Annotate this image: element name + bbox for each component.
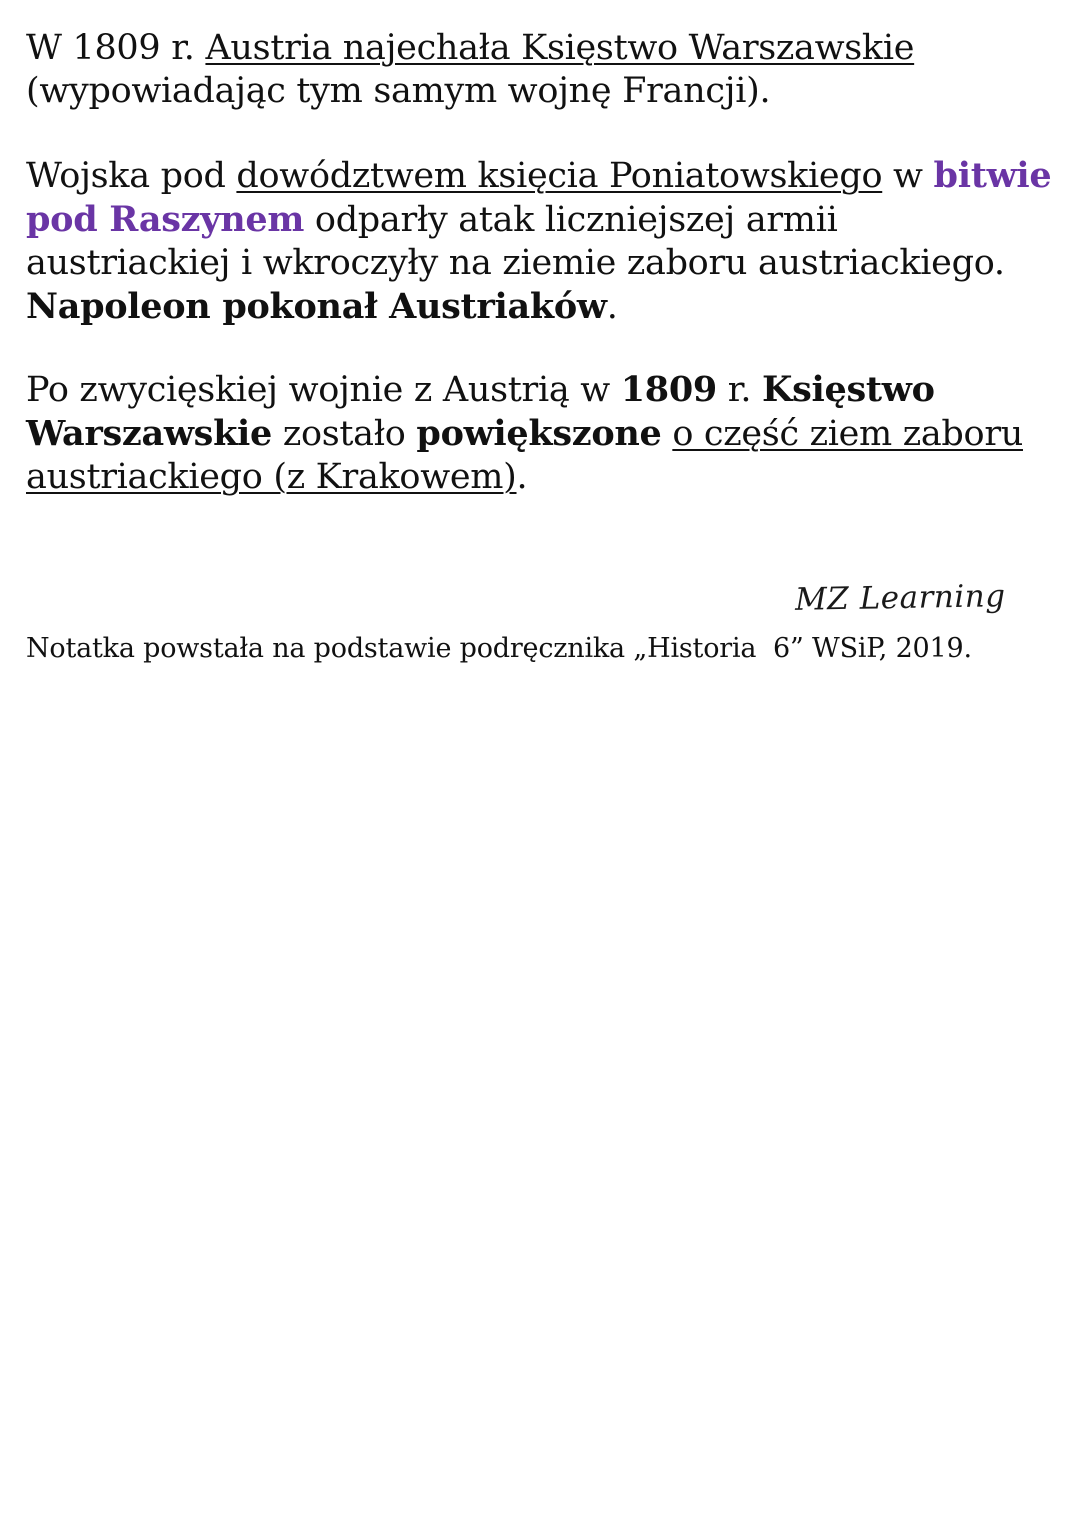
- underlined-text: Austria najechała Księstwo Warszawskie: [205, 28, 915, 68]
- paragraph-line: [26, 456, 1066, 499]
- text-fragment: Wojska pod: [26, 156, 237, 196]
- paragraph-line: [26, 368, 1066, 412]
- text-fragment: zostało: [272, 414, 417, 454]
- text-fragment: Po zwycięskiej wojnie z Austrią w: [26, 370, 621, 410]
- text-fragment: .: [606, 287, 618, 327]
- bold-text: Warszawskie: [26, 413, 272, 454]
- bold-text: Księstwo: [762, 369, 935, 410]
- paragraph-line: austriackiej i wkroczyły na ziemie zaboru austriackiego.: [26, 243, 1005, 283]
- text-fragment: W 1809 r.: [26, 28, 206, 68]
- paragraph-line: [26, 154, 1066, 198]
- paragraph-austria-invasion: [26, 27, 1066, 113]
- paragraph-line: [26, 412, 1066, 456]
- bold-text: 1809: [620, 369, 717, 410]
- underlined-text: o część ziem zaboru: [672, 414, 1023, 454]
- paragraph-line: [26, 198, 1066, 242]
- underlined-text: dowództwem księcia Poniatowskiego: [236, 156, 883, 196]
- highlighted-term: bitwie: [933, 155, 1052, 196]
- paragraph-duchy-enlargement: [26, 368, 1066, 499]
- text-fragment: odparły atak liczniejszej armii: [304, 200, 838, 240]
- paragraph-line: [26, 285, 1066, 329]
- bold-text: powiększone: [416, 413, 662, 454]
- paragraph-line: (wypowiadając tym samym wojnę Francji).: [26, 71, 771, 111]
- paragraph-line: [26, 27, 1066, 70]
- underlined-text: austriackiego (z Krakowem): [26, 457, 517, 497]
- paragraph-raszyn-battle: [26, 154, 1066, 329]
- bold-text: Napoleon pokonał Austriaków: [26, 286, 607, 327]
- highlighted-term: pod Raszynem: [26, 199, 305, 240]
- author-signature: MZ Learning: [794, 578, 1006, 618]
- text-fragment: r.: [716, 370, 763, 410]
- text-fragment: .: [516, 457, 528, 497]
- text-fragment: [662, 414, 673, 454]
- text-fragment: w: [882, 156, 934, 196]
- source-footnote: Notatka powstała na podstawie podręcznika „Historia 6” WSiP, 2019.: [26, 633, 972, 664]
